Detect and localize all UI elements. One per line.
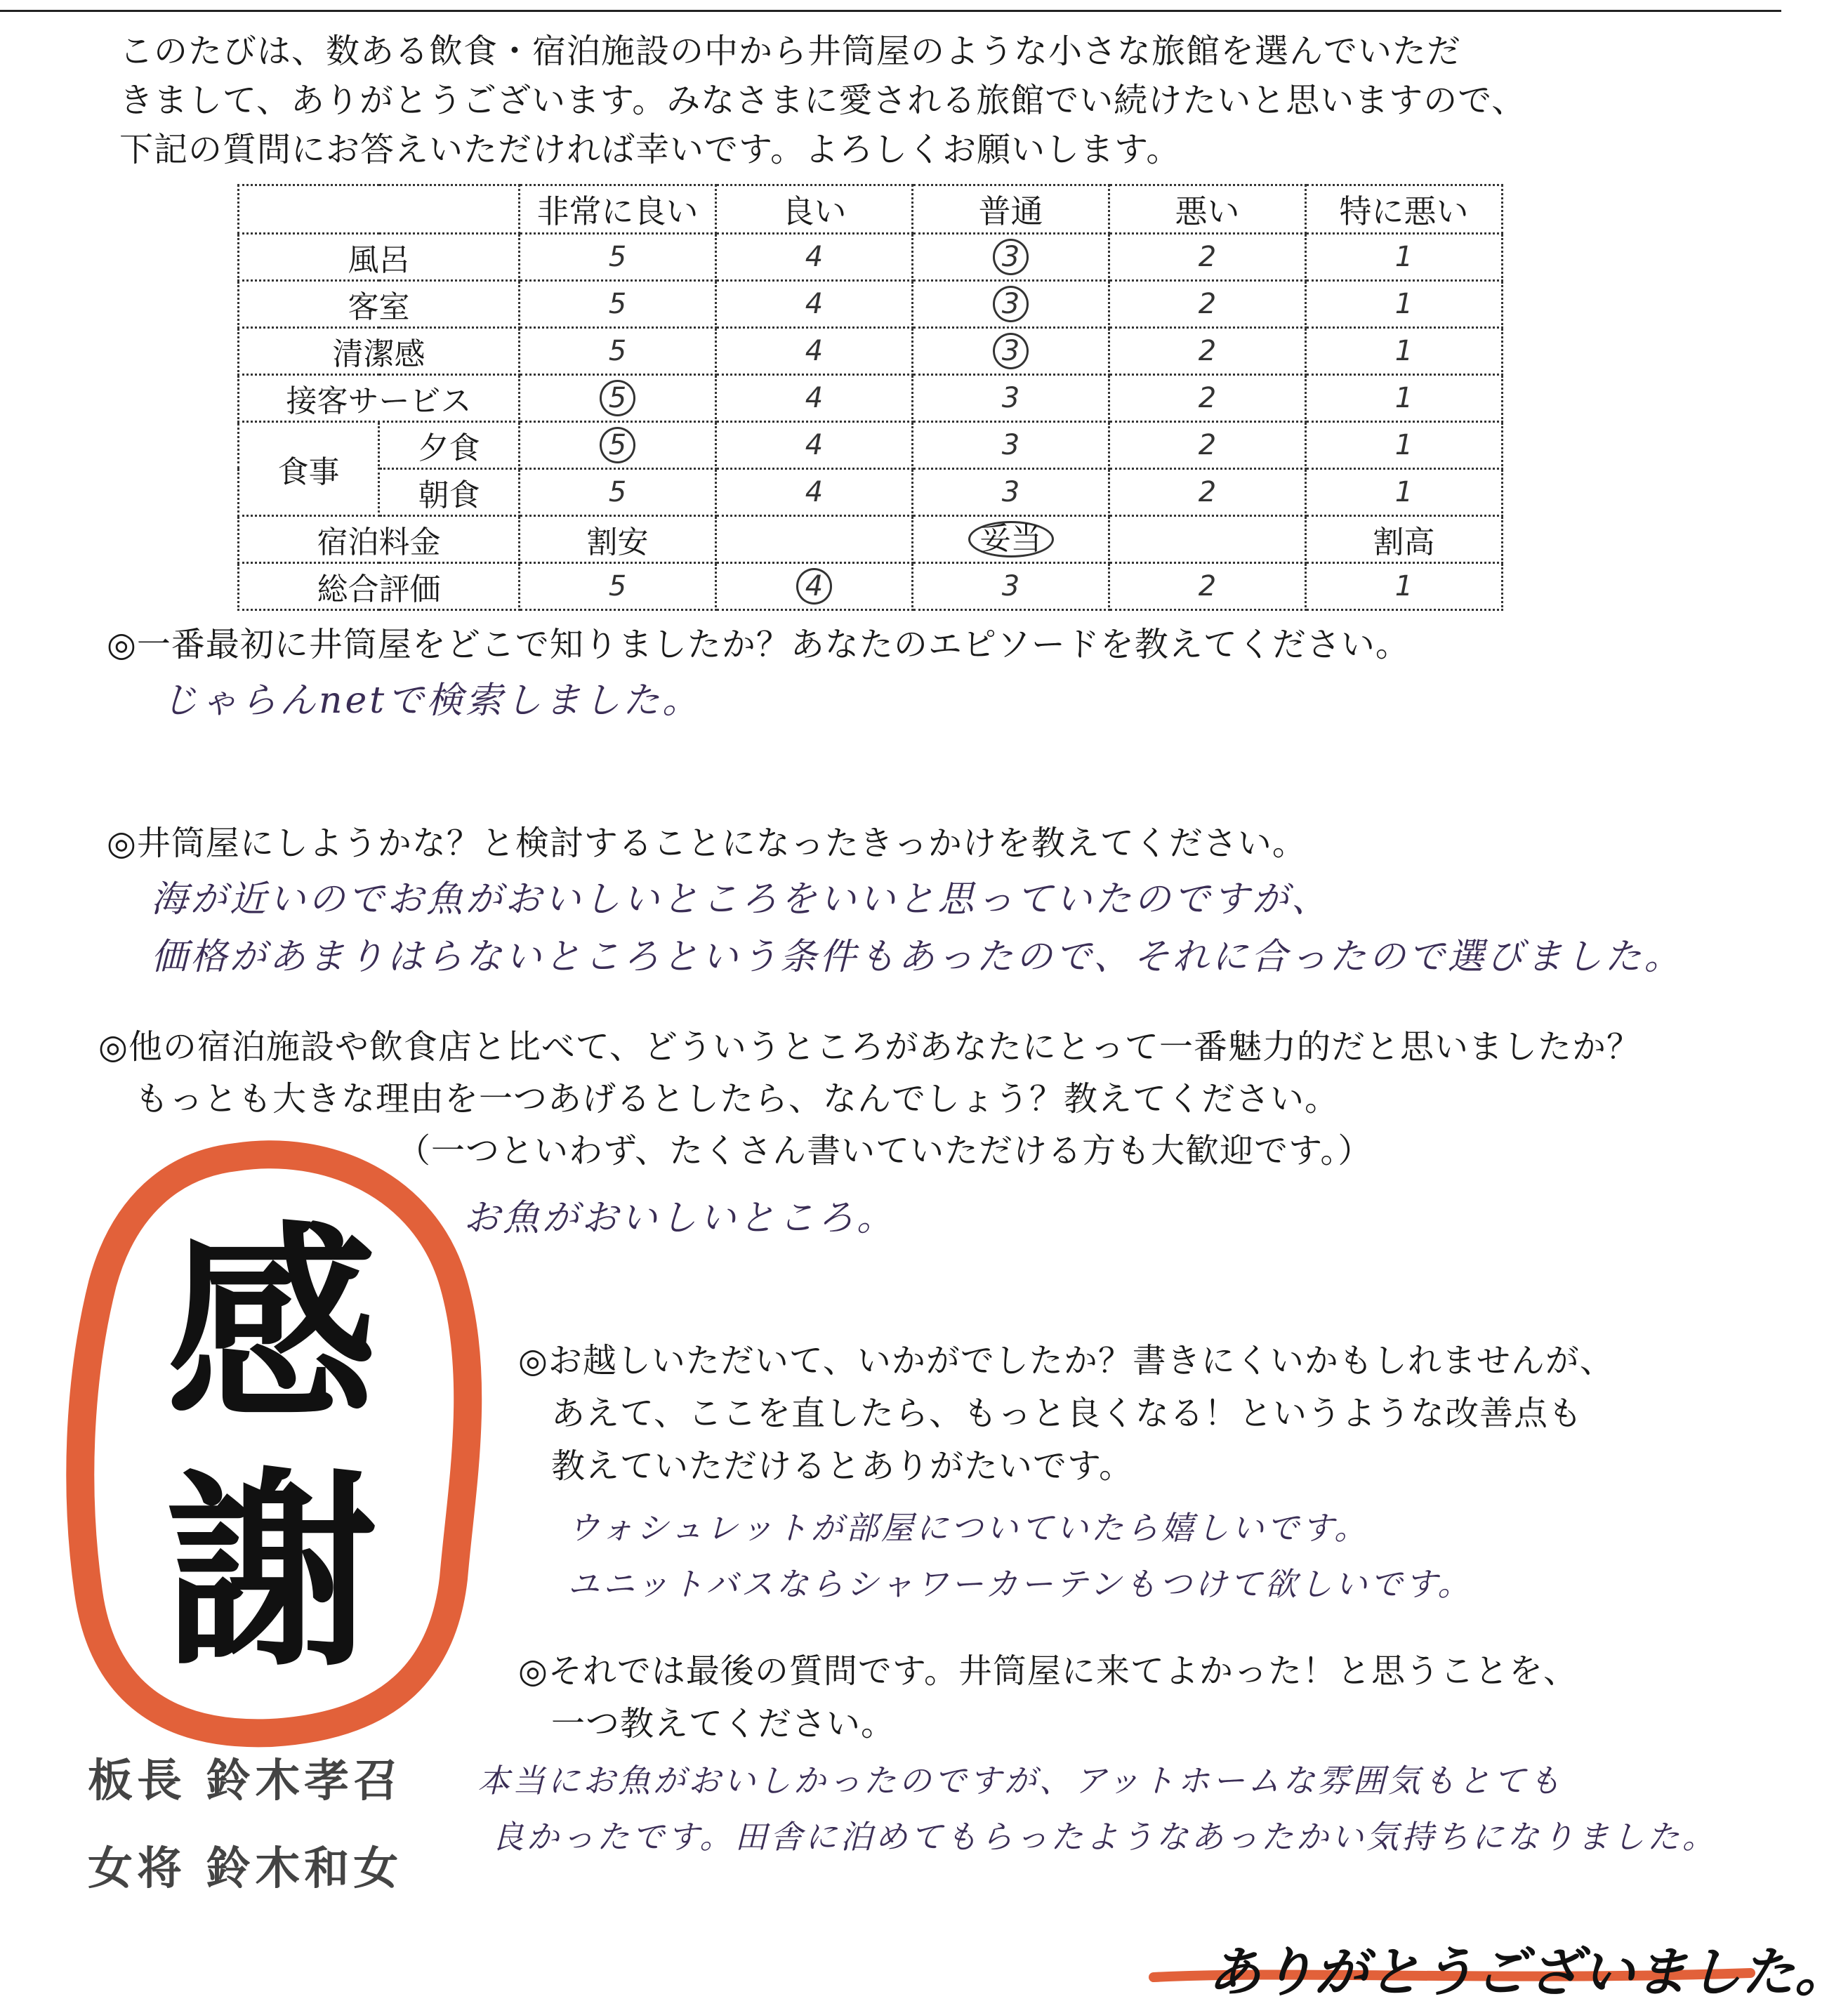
rating-cell-selected <box>913 328 1109 375</box>
question-3-line-3: （一つといわず、たくさん書いていただける方も大歓迎です。） <box>397 1131 1373 1170</box>
rating-cell <box>716 516 913 563</box>
rating-cell: 割安 <box>520 516 716 563</box>
table-row <box>239 516 1503 563</box>
rating-cell-selected <box>520 375 716 422</box>
row-group-meal: 食事 <box>239 422 379 516</box>
rating-cell: 5 <box>520 563 716 610</box>
question-3-line-2: もっとも大きな理由を一つあげるとしたら、なんでしょう？教えてください。 <box>135 1079 1340 1119</box>
selected-circle-mark: 4 <box>796 568 832 605</box>
table-header-row <box>239 185 1503 234</box>
question-1: ◎一番最初に井筒屋をどこで知りましたか？あなたのエピソードを教えてください。 <box>107 625 1410 664</box>
rating-cell: 5 <box>520 234 716 281</box>
intro-line-3: 下記の質問にお答えいただければ幸いです。よろしくお願いします。 <box>119 130 1181 169</box>
question-4-line-3: 教えていただけるとありがたいです。 <box>551 1446 1134 1486</box>
table-row <box>239 469 1503 516</box>
rating-cell: 1 <box>1306 328 1503 375</box>
rating-cell-selected <box>716 563 913 610</box>
rating-cell: 1 <box>1306 469 1503 516</box>
header-very-good: 非常に良い <box>520 185 716 234</box>
selected-circle-mark: 3 <box>993 286 1029 322</box>
question-5-line-2: 一つ教えてください。 <box>551 1704 896 1743</box>
table-row <box>239 281 1503 328</box>
rating-cell-selected <box>913 234 1109 281</box>
page-top-border <box>0 0 1781 12</box>
answer-4-line-2: ユニットバスならシャワーカーテンもつけて欲しいです。 <box>567 1565 1473 1603</box>
rating-cell: 1 <box>1306 375 1503 422</box>
rating-cell: 5 <box>520 281 716 328</box>
table-row <box>239 328 1503 375</box>
rating-table <box>237 184 1503 611</box>
rating-cell-selected <box>913 516 1109 563</box>
question-2: ◎井筒屋にしようかな？と検討することになったきっかけを教えてください。 <box>107 824 1307 863</box>
rating-cell: 2 <box>1109 328 1306 375</box>
row-label-dinner: 夕食 <box>379 422 520 469</box>
selected-circle-mark: 妥当 <box>968 521 1054 557</box>
question-4-line-2: あえて、ここを直したら、もっと良くなる！というような改善点も <box>551 1394 1583 1433</box>
closing-message: ありがとうございました。 <box>1208 1941 1848 2003</box>
intro-line-1: このたびは、数ある飲食・宿泊施設の中から井筒屋のような小さな旅館を選んでいただ <box>119 32 1462 71</box>
row-label-room: 客室 <box>239 281 520 328</box>
okami-signature: 女将 鈴木和女 <box>88 1842 403 1895</box>
row-label-breakfast: 朝食 <box>379 469 520 516</box>
question-3-line-1: ◎他の宿泊施設や飲食店と比べて、どういうところがあなたにとって一番魅力的だと思いましたか？ <box>98 1027 1641 1067</box>
rating-cell: 4 <box>716 375 913 422</box>
question-4-line-1: ◎お越しいただいて、いかがでしたか？書きにくいかもしれませんが、 <box>518 1341 1614 1380</box>
answer-1: じゃらんnetで検索しました。 <box>161 680 702 722</box>
rating-cell: 2 <box>1109 469 1306 516</box>
table-row <box>239 375 1503 422</box>
table-row <box>239 234 1503 281</box>
rating-cell: 1 <box>1306 563 1503 610</box>
rating-cell: 2 <box>1109 563 1306 610</box>
rating-cell: 2 <box>1109 234 1306 281</box>
intro-text <box>119 27 1664 174</box>
rating-cell: 4 <box>716 234 913 281</box>
selected-circle-mark: 5 <box>600 427 635 463</box>
rating-cell: 4 <box>716 422 913 469</box>
rating-cell-selected <box>913 281 1109 328</box>
header-very-bad: 特に悪い <box>1306 185 1503 234</box>
table-row <box>239 422 1503 469</box>
chef-signature: 板長 鈴木孝召 <box>88 1755 403 1807</box>
row-label-overall: 総合評価 <box>239 563 520 610</box>
rating-cell: 5 <box>520 469 716 516</box>
row-label-bath: 風呂 <box>239 234 520 281</box>
rating-cell: 5 <box>520 328 716 375</box>
selected-circle-mark: 3 <box>993 239 1029 275</box>
rating-cell: 4 <box>716 469 913 516</box>
answer-5-line-2: 良かったです。田舎に泊めてもらったようなあったかい気持ちになりました。 <box>491 1818 1717 1856</box>
rating-cell: 3 <box>913 422 1109 469</box>
seal-character-2: 謝 <box>166 1447 377 1695</box>
row-label-service: 接客サービス <box>239 375 520 422</box>
seal-character-1: 感 <box>166 1201 377 1449</box>
answer-4-line-1: ウォシュレットが部屋についていたら嬉しいです。 <box>567 1509 1370 1547</box>
answer-2-line-2: 価格があまりはらないところという条件もあったので、それに合ったので選びました。 <box>151 936 1684 978</box>
table-row <box>239 563 1503 610</box>
intro-line-2: きまして、ありがとうございます。みなさまに愛される旅館でい続けたいと思いますので、 <box>119 81 1526 120</box>
header-good: 良い <box>716 185 913 234</box>
header-blank <box>239 185 520 234</box>
answer-2-line-1: 海が近いのでお魚がおいしいところをいいと思っていたのですが、 <box>151 878 1331 920</box>
rating-cell: 3 <box>913 469 1109 516</box>
rating-cell: 2 <box>1109 281 1306 328</box>
selected-circle-mark: 3 <box>993 333 1029 369</box>
rating-cell: 1 <box>1306 234 1503 281</box>
rating-cell <box>1109 516 1306 563</box>
selected-circle-mark: 5 <box>600 380 635 416</box>
answer-5-line-1: 本当にお魚がおいしかったのですが、アットホームな雰囲気もとても <box>477 1762 1564 1800</box>
rating-cell: 3 <box>913 563 1109 610</box>
rating-cell: 2 <box>1109 375 1306 422</box>
header-bad: 悪い <box>1109 185 1306 234</box>
rating-cell: 1 <box>1306 281 1503 328</box>
answer-3: お魚がおいしいところ。 <box>463 1197 897 1239</box>
rating-cell: 3 <box>913 375 1109 422</box>
rating-cell: 4 <box>716 328 913 375</box>
rating-cell-selected <box>520 422 716 469</box>
rating-cell: 2 <box>1109 422 1306 469</box>
kansha-seal <box>60 1129 483 1754</box>
rating-cell: 4 <box>716 281 913 328</box>
rating-cell: 割高 <box>1306 516 1503 563</box>
row-label-price: 宿泊料金 <box>239 516 520 563</box>
row-label-cleanliness: 清潔感 <box>239 328 520 375</box>
question-5-line-1: ◎それでは最後の質問です。井筒屋に来てよかった！と思うことを、 <box>518 1651 1578 1691</box>
rating-cell: 1 <box>1306 422 1503 469</box>
header-average: 普通 <box>913 185 1109 234</box>
